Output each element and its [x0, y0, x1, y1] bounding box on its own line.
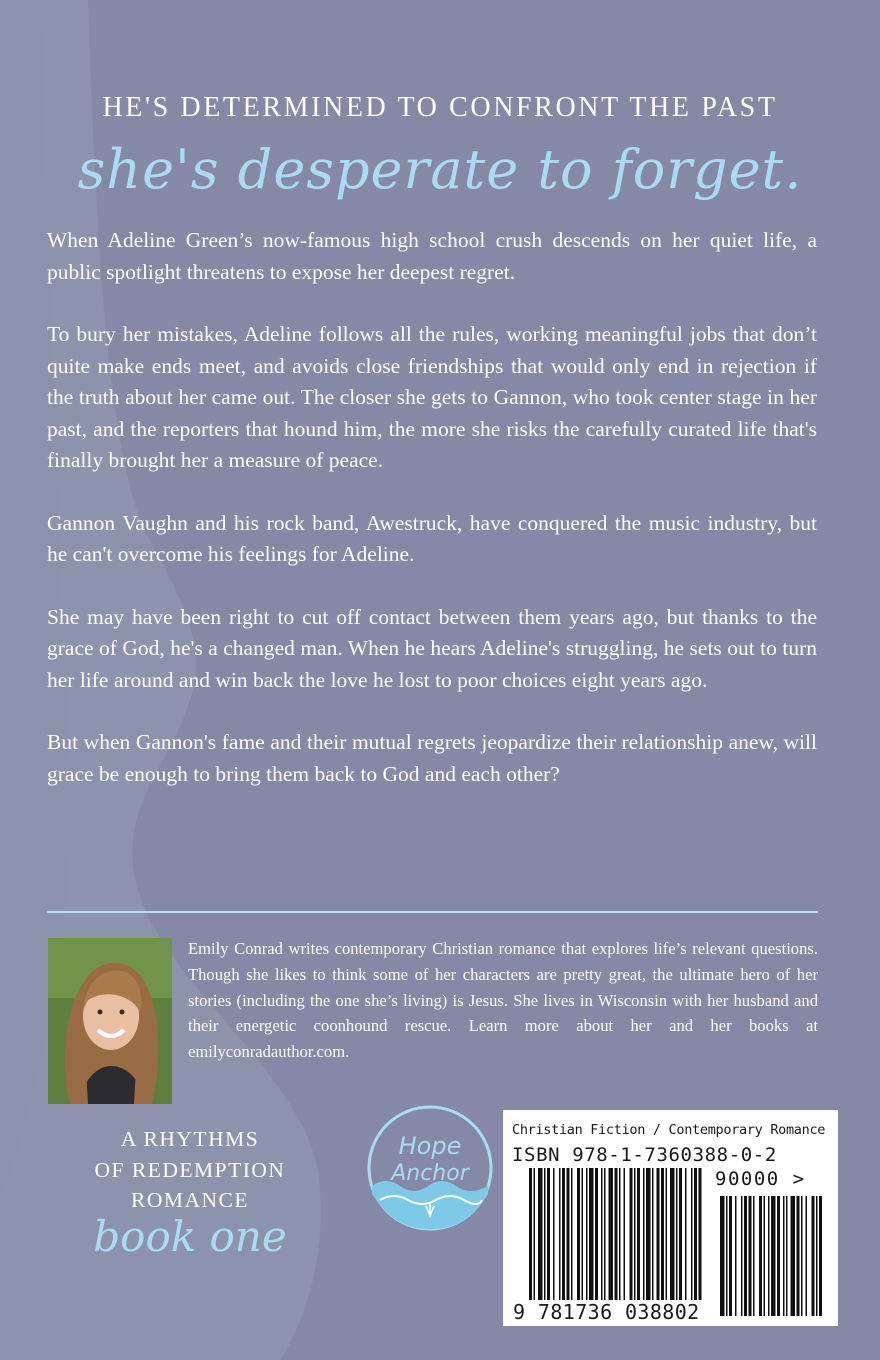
barcode-bar [601, 1168, 603, 1316]
barcode-bar [547, 1168, 550, 1316]
barcode-addon-bar [816, 1196, 818, 1316]
barcode-addon-bar [801, 1196, 803, 1316]
barcode-addon-bar [812, 1196, 815, 1316]
barcode-price-code: 90000 > [715, 1168, 806, 1190]
barcode-bar [534, 1168, 536, 1316]
barcode-addon-bar [791, 1196, 796, 1316]
barcode-bar [637, 1168, 640, 1316]
barcode-addon-bar [749, 1196, 752, 1316]
barcode-bar [559, 1168, 561, 1316]
barcode-bars [525, 1168, 825, 1318]
author-portrait-image [48, 938, 172, 1104]
series-book-number: book one [93, 1212, 287, 1261]
blurb-paragraph: Gannon Vaughn and his rock band, Awestruck, have conquered the music industry, but he can't overcome his feelings for Adeline. [47, 510, 817, 566]
author-photo [48, 938, 172, 1104]
author-bio: Emily Conrad writes contemporary Christian romance that explores life’s relevant questions. Though she likes to think some of her characters are pretty great, the ultimate hero of her stories (including the one she’s living) is Jesus. She lives in Wisconsin with her husband and their energetic coonhound rescue. Learn more about her and her books at emilyconradauthor.com. [188, 939, 818, 1062]
barcode-addon-bar [764, 1196, 766, 1316]
barcode-addon-bar [768, 1196, 770, 1316]
barcode-bar [630, 1168, 633, 1316]
barcode-addon-bar [797, 1196, 800, 1316]
series-line: A RHYTHMS [120, 1127, 260, 1151]
tagline-headline: HE'S DETERMINED TO CONFRONT THE PAST [102, 92, 778, 123]
barcode-addon-bar [729, 1196, 732, 1316]
tagline-script: she's desperate to forget. [77, 138, 803, 201]
book-blurb [47, 225, 817, 790]
barcode-digits: 9 781736 038802 [513, 1300, 700, 1324]
logo-word-anchor: Anchor [391, 1161, 469, 1186]
barcode-bar [577, 1168, 580, 1316]
barcode-bar [694, 1168, 697, 1316]
barcode-bar [652, 1168, 654, 1316]
barcode-bar [553, 1168, 555, 1316]
barcode-bar [624, 1168, 626, 1316]
barcode-addon-bar [771, 1196, 776, 1316]
barcode-bar [666, 1168, 668, 1316]
barcode-bar [562, 1168, 565, 1316]
barcode-addon-bar [744, 1196, 747, 1316]
series-title [70, 1124, 310, 1216]
barcode-bar [589, 1168, 594, 1316]
barcode-bar [657, 1168, 660, 1316]
barcode-bar [646, 1168, 651, 1316]
barcode-bar [609, 1168, 614, 1316]
barcode-addon-bar [819, 1196, 822, 1316]
barcode-bar [529, 1168, 532, 1316]
barcode-addon-bar [753, 1196, 755, 1316]
hope-anchor-logo [366, 1104, 494, 1232]
barcode-addon-bar [786, 1196, 788, 1316]
barcode-addon-bar [759, 1196, 762, 1316]
barcode-addon-bar [735, 1196, 737, 1316]
blurb-paragraph: But when Gannon's fame and their mutual regrets jeopardize their relationship anew, will grace be enough to bring them back to God and each other? [47, 730, 817, 786]
blurb-paragraph: She may have been right to cut off contact between them years ago, but thanks to the grace of God, he's a changed man. When he hears Adeline's struggling, he sets out to turn her life around and win back the love he lost to poor choices eight years ago. [47, 604, 817, 692]
barcode-category: Christian Fiction / Contemporary Romance [512, 1122, 826, 1138]
barcode-addon-bar [806, 1196, 808, 1316]
barcode-bar [604, 1168, 606, 1316]
barcode-bar [685, 1168, 687, 1316]
barcode-bar [679, 1168, 682, 1316]
barcode-bar [643, 1168, 645, 1316]
barcode-addon-bar [726, 1196, 728, 1316]
series-line: ROMANCE [130, 1188, 249, 1212]
blurb-paragraph: To bury her mistakes, Adeline follows all the rules, working meaningful jobs that don’t quite make ends meet, and avoids close friendships that would only end in rejection if the truth about her came out. The closer she gets to Gannon, who took center stage in her past, and the reporters that hound him, the more she risks the carefully curated life that's finally brought her a measure of peace. [47, 322, 817, 472]
barcode-bar [676, 1168, 678, 1316]
barcode-bar [699, 1168, 702, 1316]
barcode-panel [503, 1110, 838, 1326]
barcode-bar [661, 1168, 664, 1316]
barcode-addon-bar [783, 1196, 785, 1316]
series-line: OF REDEMPTION [94, 1157, 286, 1182]
barcode-addon-bar [777, 1196, 780, 1316]
barcode-bar [582, 1168, 584, 1316]
barcode-bar [634, 1168, 636, 1316]
section-divider [47, 911, 818, 913]
barcode-bar [571, 1168, 573, 1316]
logo-word-hope: Hope [398, 1132, 462, 1160]
barcode-bar [538, 1168, 543, 1316]
barcode-isbn: ISBN 978-1-7360388-0-2 [512, 1144, 777, 1166]
barcode-bar [595, 1168, 598, 1316]
barcode-addon-bar [741, 1196, 743, 1316]
barcode-bar [670, 1168, 675, 1316]
blurb-paragraph: When Adeline Green’s now-famous high school crush descends on her quiet life, a public spotlight threatens to expose her deepest regret. [47, 228, 817, 284]
barcode-bar [544, 1168, 546, 1316]
barcode-addon-bar [720, 1196, 725, 1316]
barcode-bar [619, 1168, 621, 1316]
barcode-bar [567, 1168, 570, 1316]
barcode-bar [691, 1168, 693, 1316]
barcode-bar [586, 1168, 588, 1316]
barcode-bar [615, 1168, 618, 1316]
